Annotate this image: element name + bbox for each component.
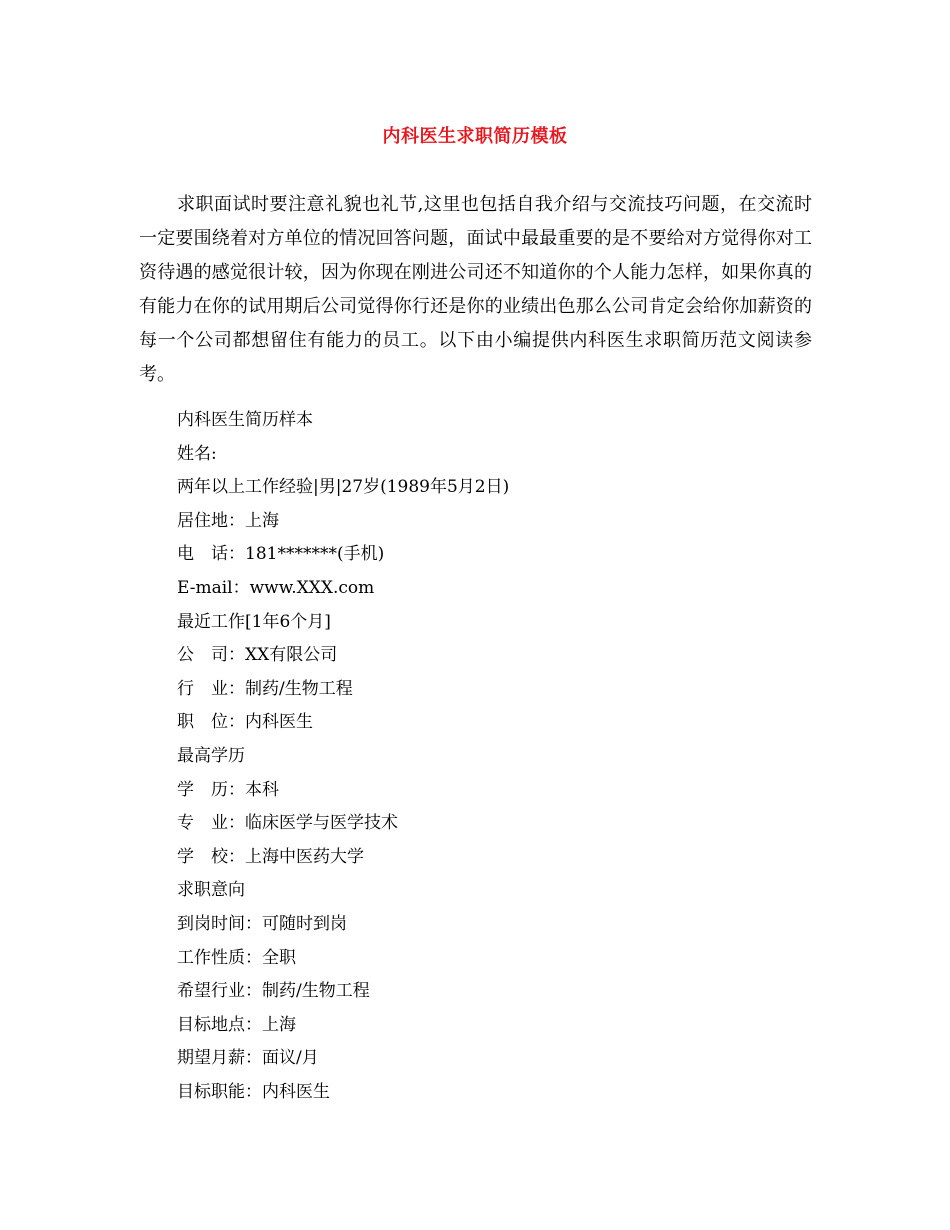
- target-location-line: 目标地点：上海: [177, 1014, 296, 1035]
- desired-industry-line: 希望行业：制药/生物工程: [177, 981, 370, 1002]
- section-heading-recent-work: 最近工作[1年6个月]: [177, 611, 331, 632]
- name-line: 姓名:: [177, 443, 217, 464]
- resume-lines: [177, 404, 509, 1109]
- phone-line: 电 话：181*******(手机): [177, 544, 385, 565]
- industry-line: 行 业：制药/生物工程: [177, 678, 353, 699]
- company-line: 公 司：XX有限公司: [177, 645, 338, 666]
- position-line: 职 位：内科医生: [177, 712, 313, 733]
- intro-paragraph: 求职面试时要注意礼貌也礼节,这里也包括自我介绍与交流技巧问题，在交流时一定要围绕着对方单位的情况回答问题，面试中最最重要的是不要给对方觉得你对工资待遇的感觉很计较，因为你现在刚进公司还不知道你的个人能力怎样，如果你真的有能力在你的试用期后公司觉得你行还是你的业绩出色那么公司肯定会给你加薪资的每一个公司都想留住有能力的员工。以下由小编提供内科医生求职简历范文阅读参考。: [139, 194, 812, 385]
- school-line: 学 校：上海中医药大学: [177, 846, 364, 867]
- residence-line: 居住地：上海: [177, 510, 279, 531]
- major-line: 专 业：临床医学与医学技术: [177, 813, 398, 834]
- email-line: E-mail：www.XXX.com: [177, 577, 375, 598]
- target-function-line: 目标职能：内科医生: [177, 1081, 330, 1102]
- degree-line: 学 历：本科: [177, 779, 279, 800]
- expected-salary-line: 期望月薪：面议/月: [177, 1048, 319, 1069]
- document-title: 内科医生求职简历模板: [382, 126, 568, 147]
- start-time-line: 到岗时间：可随时到岗: [177, 913, 347, 934]
- section-heading-education: 最高学历: [177, 745, 245, 766]
- section-heading-sample: 内科医生简历样本: [177, 410, 313, 430]
- experience-line: 两年以上工作经验|男|27岁(1989年5月2日): [177, 477, 510, 498]
- job-type-line: 工作性质：全职: [177, 947, 296, 968]
- section-heading-job-intention: 求职意向: [177, 880, 245, 901]
